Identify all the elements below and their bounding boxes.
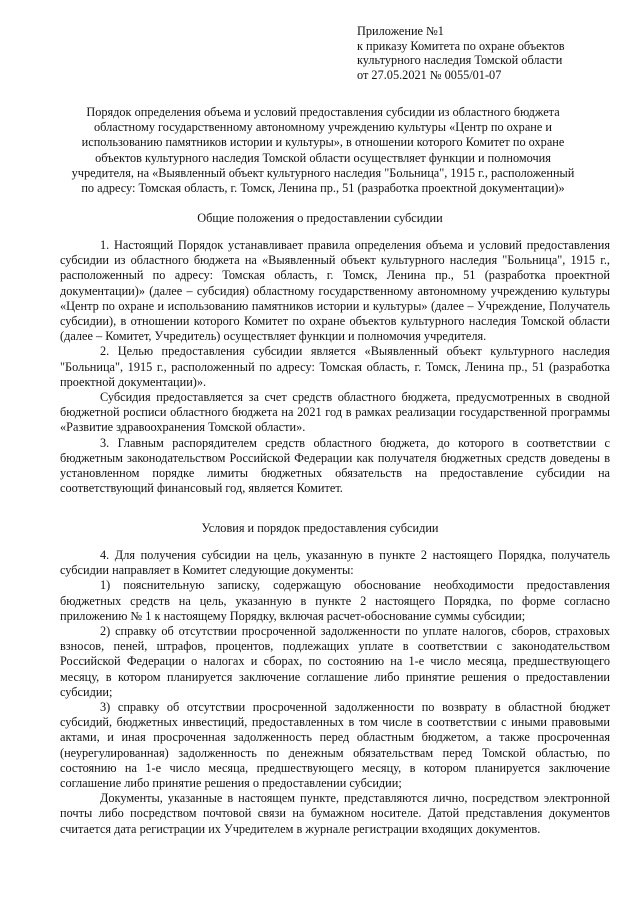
document-title: Порядок определения объема и условий предоставления субсидии из областного бюджета областному государственному автономному учреждению культуры «Центр по охране и использованию памятников истории и культуры», в отношении которого Комитет по охране объектов культурного наследия Томской области осуществляет функции и полномочия учредителя, на «Выявленный объект культурного наследия "Больница", 1915 г., расположенный по адресу: Томская область, г. Томск, Ленина пр., 51 (разработка проектной документации)» [71,105,575,196]
paragraph: 3) справку об отсутствии просроченной задолженности по возврату в областной бюджет субсидий, бюджетных инвестиций, предоставленных в том числе в соответствии с иными правовыми актами, и иная просроченная задолженность перед областным бюджетом, а также просроченная (неурегулированная) задолженность по денежным обязательствам перед Томской областью, по состоянию на 1-е число месяца, предшествующего месяцу, в котором планируется заключение соглашение либо принятие решения о предоставлении субсидии; [60,700,610,791]
paragraph: 2) справку об отсутствии просроченной задолженности по уплате налогов, сборов, страховых взносов, пеней, штрафов, процентов, подлежащих уплате в соответствии с законодательством Российской Федерации о налогах и сборах, по состоянию на 1-е число месяца, предшествующего месяцу, в котором планируется заключение соглашение либо принятие решения о предоставлении субсидии; [60,624,610,699]
paragraph: Документы, указанные в настоящем пункте, представляются лично, посредством электронной почты либо посредством почтовой связи на бумажном носителе. Датой представления документов считается дата регистрации их Учредителем в журнале регистрации входящих документов. [60,791,610,836]
paragraph: 4. Для получения субсидии на цель, указанную в пункте 2 настоящего Порядка, получатель субсидии направляет в Комитет следующие документы: [60,548,610,578]
section-heading-conditions: Условия и порядок предоставления субсидии [201,521,439,535]
appendix-number: Приложение №1 [357,24,444,38]
section-body-general [60,238,610,496]
appendix-order-line: к приказу Комитета по охране объектов [357,38,565,53]
paragraph: 1. Настоящий Порядок устанавливает правила определения объема и условий предоставления субсидии из областного бюджета на «Выявленный объект культурного наследия "Больница", 1915 г., расположенный по адресу: Томская область, г. Томск, Ленина пр., 51 (разработка проектной документации)» (далее – субсидия) областному государственному автономному учреждению культуры «Центр по охране и использованию памятников истории и культуры» (далее – Учреждение, Получатель субсидии), в отношении которого Комитет по охране объектов культурного наследия Томской области (далее – Комитет, Учредитель) осуществляет функции и полномочия учредителя. [60,238,610,344]
paragraph: 1) пояснительную записку, содержащую обоснование необходимости предоставления бюджетных средств на цель, указанную в пункте 2 настоящего Порядка, по форме согласно приложению № 1 к настоящему Порядку, включая расчет-обоснование суммы субсидии; [60,578,610,623]
appendix-header [357,24,617,82]
paragraph: 3. Главным распорядителем средств областного бюджета, до которого в соответствии с бюджетным законодательством Российской Федерации как получателя бюджетных средств доведены в установленном порядке лимиты бюджетных обязательств на предоставление субсидии на соответствующий финансовый год, является Комитет. [60,435,610,496]
paragraph: Субсидия предоставляется за счет средств областного бюджета, предусмотренных в сводной бюджетной росписи областного бюджета на 2021 год в рамках реализации государственной программы «Развитие здравоохранения Томской области». [60,390,610,435]
section-body-conditions [60,548,610,837]
section-heading-general: Общие положения о предоставлении субсидии [197,211,443,225]
appendix-committee-line: культурного наследия Томской области [357,53,563,68]
appendix-date-number: от 27.05.2021 № 0055/01-07 [357,67,502,82]
paragraph: 2. Целью предоставления субсидии является «Выявленный объект культурного наследия "Больница", 1915 г., расположенный по адресу: Томская область, г. Томск, Ленина пр., 51 (разработка проектной документации)». [60,344,610,389]
